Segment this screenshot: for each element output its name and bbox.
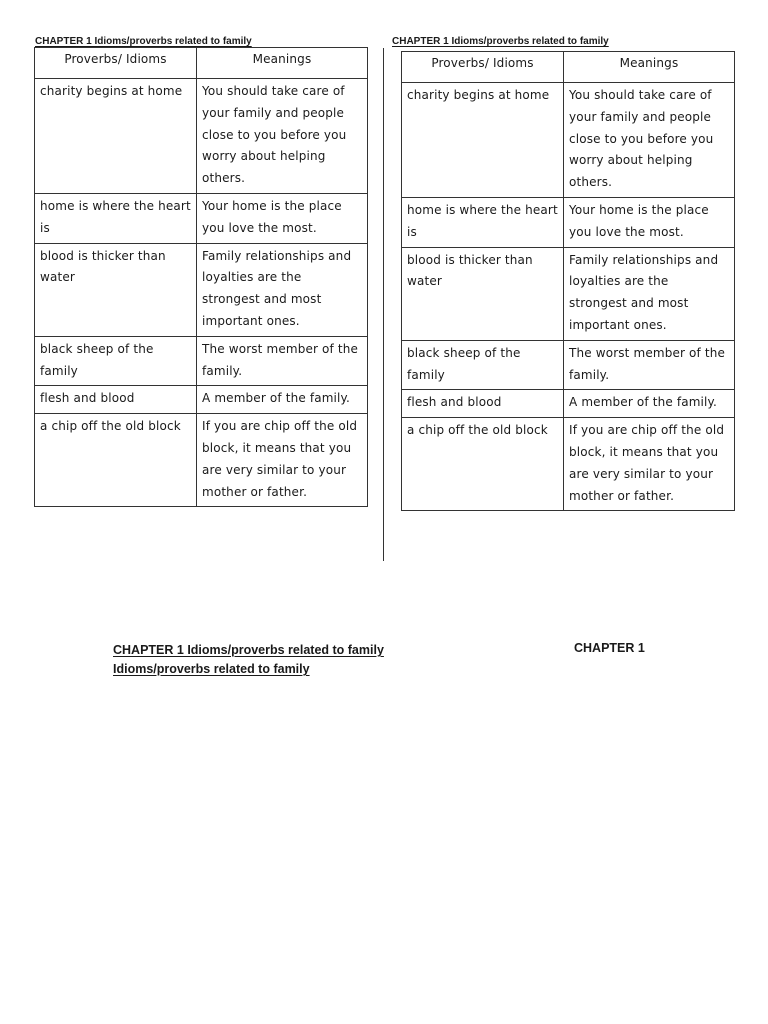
table-row: [402, 390, 735, 418]
idiom-cell: home is where the heart is: [402, 197, 564, 247]
column-header-meanings: Meanings: [197, 48, 368, 79]
meaning-cell: The worst member of the family.: [197, 336, 368, 386]
meaning-cell: You should take care of your family and people close to you before you worry about helping others.: [564, 83, 735, 198]
idiom-cell: black sheep of the family: [402, 340, 564, 390]
column-header-idioms: Proverbs/ Idioms: [402, 52, 564, 83]
bottom-heading-left: [113, 641, 384, 679]
bottom-heading-right: CHAPTER 1: [574, 641, 645, 655]
meaning-cell: You should take care of your family and people close to you before you worry about helping others.: [197, 79, 368, 194]
idiom-cell: home is where the heart is: [35, 193, 197, 243]
meaning-cell: Your home is the place you love the most.: [564, 197, 735, 247]
table-row: [35, 243, 368, 336]
left-idioms-table: [34, 47, 368, 507]
meaning-cell: If you are chip off the old block, it means that you are very similar to your mother or father.: [197, 414, 368, 507]
idiom-cell: flesh and blood: [402, 390, 564, 418]
meaning-cell: Your home is the place you love the most.: [197, 193, 368, 243]
table-row: [402, 247, 735, 340]
meaning-cell: Family relationships and loyalties are the strongest and most important ones.: [197, 243, 368, 336]
meaning-cell: A member of the family.: [197, 386, 368, 414]
table-row: [35, 414, 368, 507]
table-row: [402, 197, 735, 247]
idiom-cell: a chip off the old block: [402, 418, 564, 511]
idiom-cell: black sheep of the family: [35, 336, 197, 386]
meaning-cell: Family relationships and loyalties are the strongest and most important ones.: [564, 247, 735, 340]
idiom-cell: a chip off the old block: [35, 414, 197, 507]
right-idioms-table: [401, 51, 735, 511]
table-header-row: [402, 52, 735, 83]
table-row: [35, 336, 368, 386]
table-row: [402, 340, 735, 390]
right-sheet-heading: CHAPTER 1 Idioms/proverbs related to family: [392, 36, 609, 47]
left-sheet-heading: CHAPTER 1 Idioms/proverbs related to family: [35, 36, 252, 47]
table-row: [35, 79, 368, 194]
bottom-heading-line-2: Idioms/proverbs related to family: [113, 662, 310, 676]
idiom-cell: charity begins at home: [402, 83, 564, 198]
idiom-cell: blood is thicker than water: [402, 247, 564, 340]
meaning-cell: The worst member of the family.: [564, 340, 735, 390]
bottom-heading-line-1: CHAPTER 1 Idioms/proverbs related to family: [113, 643, 384, 657]
table-row: [35, 193, 368, 243]
column-header-idioms: Proverbs/ Idioms: [35, 48, 197, 79]
meaning-cell: A member of the family.: [564, 390, 735, 418]
cut-line-divider: [383, 48, 384, 561]
idiom-cell: charity begins at home: [35, 79, 197, 194]
table-row: [35, 386, 368, 414]
column-header-meanings: Meanings: [564, 52, 735, 83]
idiom-cell: flesh and blood: [35, 386, 197, 414]
table-row: [402, 83, 735, 198]
table-row: [402, 418, 735, 511]
idiom-cell: blood is thicker than water: [35, 243, 197, 336]
meaning-cell: If you are chip off the old block, it means that you are very similar to your mother or father.: [564, 418, 735, 511]
table-header-row: [35, 48, 368, 79]
